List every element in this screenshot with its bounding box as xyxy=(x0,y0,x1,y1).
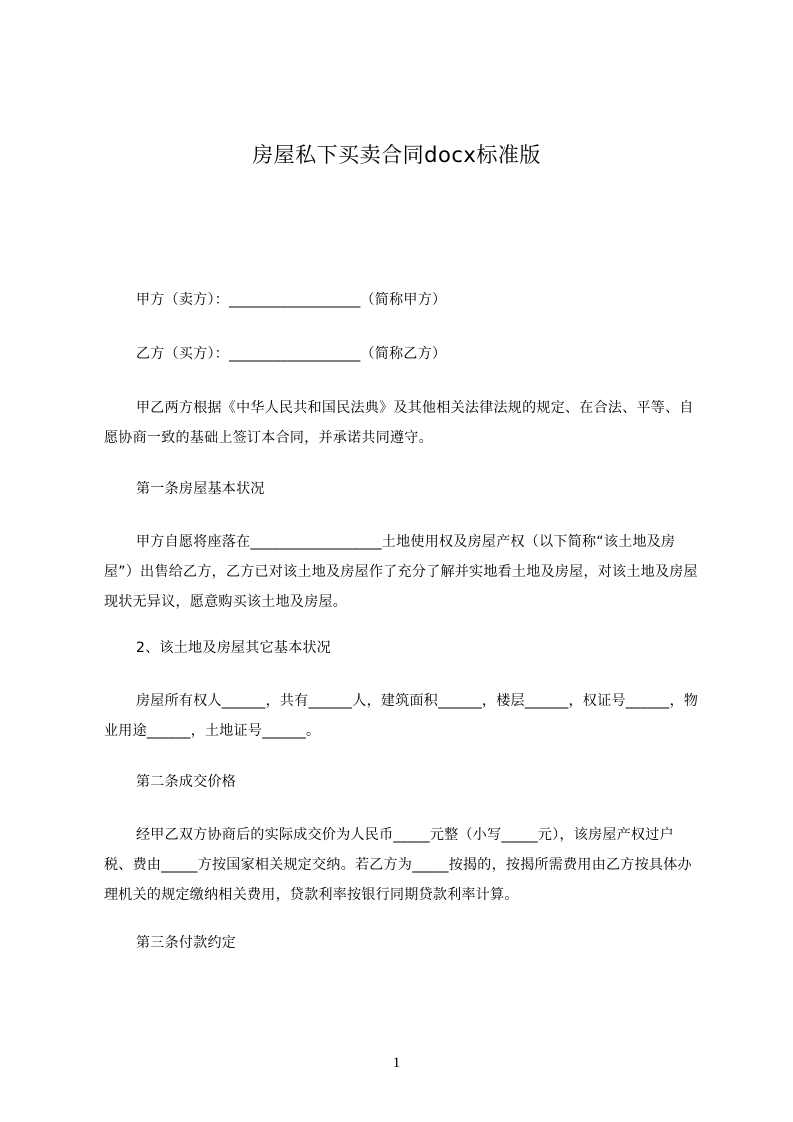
article-2-heading: 第二条成交价格 xyxy=(136,774,237,790)
clause-2-heading: 2、该土地及房屋其它基本状况 xyxy=(136,640,332,656)
clause-2-paragraph: 房屋所有权人______，共有______人，建筑面积______，楼层______，权证号______，物业用途______，土地证号______。 xyxy=(104,693,699,739)
article-1-paragraph: 甲方自愿将座落在__________________土地使用权及房屋产权（以下简称“该土地及房屋”）出售给乙方，乙方已对该土地及房屋作了充分了解并实地看土地及房屋，对该土地及房屋现状无异议，愿意购买该土地及房屋。 xyxy=(104,534,698,610)
article-1-heading: 第一条房屋基本状况 xyxy=(136,481,265,497)
intro-paragraph: 甲乙两方根据《中华人民共和国民法典》及其他相关法律法规的规定、在合法、平等、自愿协商一致的基础上签订本合同，并承诺共同遵守。 xyxy=(104,400,694,446)
page-number: 1 xyxy=(392,1055,401,1071)
document-title: 房屋私下买卖合同docx标准版 xyxy=(252,143,541,167)
article-2-paragraph: 经甲乙双方协商后的实际成交价为人民币_____元整（小写_____元），该房屋产权过户税、费由_____方按国家相关规定交纳。若乙方为_____按揭的，按揭所需费用由乙方按具体办理机关的规定缴纳相关费用，贷款利率按银行同期贷款利率计算。 xyxy=(104,827,692,903)
party-a-line: 甲方（卖方）：__________________（简称甲方） xyxy=(136,292,447,308)
party-b-line: 乙方（买方）：__________________（简称乙方） xyxy=(136,346,447,362)
article-3-heading: 第三条付款约定 xyxy=(136,935,237,951)
